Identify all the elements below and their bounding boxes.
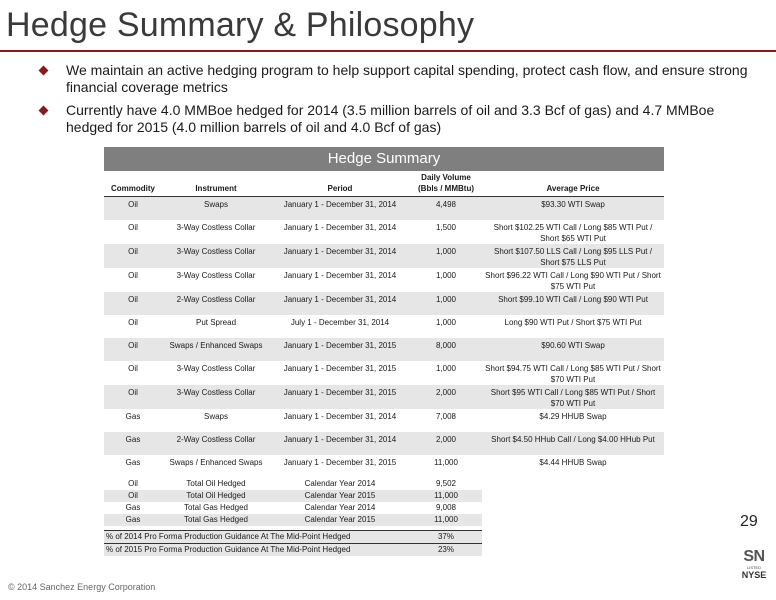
cell-volume: 1,500 (435, 223, 457, 232)
table-row (104, 244, 664, 268)
bullet-item (40, 102, 760, 136)
cell-volume: 8,000 (410, 338, 482, 361)
table-row (104, 315, 664, 338)
cell-commodity: Oil (128, 318, 138, 327)
table-row (104, 409, 664, 432)
cell-commodity: Oil (104, 244, 162, 268)
percent-label: % of 2014 Pro Forma Production Guidance At The Mid-Point Hedged (104, 531, 410, 544)
col-header-period: Period (270, 171, 410, 197)
table-row (104, 385, 664, 409)
table-header-row (104, 171, 664, 197)
cell-volume: 11,000 (434, 458, 458, 467)
title-divider (0, 50, 776, 52)
cell-instrument: Swaps (203, 412, 228, 421)
cell-empty (482, 531, 664, 544)
percent-value: 23% (410, 544, 482, 557)
cell-commodity: Gas (125, 503, 141, 512)
cell-period: Calendar Year 2014 (304, 503, 376, 512)
col-header-volume (410, 171, 482, 197)
cell-instrument: 3-Way Costless Collar (176, 223, 256, 232)
cell-volume: 1,000 (435, 271, 457, 280)
diamond-bullet-icon (39, 66, 49, 76)
percent-label: % of 2015 Pro Forma Production Guidance At The Mid-Point Hedged (104, 544, 410, 557)
bullet-text: Currently have 4.0 MMBoe hedged for 2014 (3.5 million barrels of oil and 3.3 Bcf of gas) and 4.7 MMBoe hedged for 2015 (4.0 million barrels of oil and 4.0 Bcf of gas) (66, 102, 715, 135)
table-row (104, 220, 664, 244)
diamond-bullet-icon (39, 106, 49, 116)
cell-volume: 2,000 (410, 432, 482, 455)
cell-volume: 7,008 (435, 412, 457, 421)
cell-instrument: Swaps / Enhanced Swaps (169, 458, 263, 467)
percent-row (104, 544, 664, 557)
table-row (104, 361, 664, 385)
cell-commodity: Oil (104, 197, 162, 221)
logo-sn: SN (743, 548, 765, 565)
total-row (104, 490, 664, 502)
cell-price: Short $94.75 WTI Call / Long $85 WTI Put / Short $70 WTI Put (485, 364, 661, 384)
col-header-instrument: Instrument (162, 171, 270, 197)
sn-nyse-logo (738, 549, 770, 580)
cell-period: January 1 - December 31, 2014 (270, 292, 410, 315)
cell-period: January 1 - December 31, 2014 (270, 197, 410, 221)
cell-commodity: Gas (104, 514, 162, 526)
percent-value: 37% (410, 531, 482, 544)
page-title: Hedge Summary & Philosophy (6, 6, 475, 44)
cell-commodity: Oil (104, 385, 162, 409)
cell-volume: 11,000 (410, 490, 482, 502)
col-header-price: Average Price (482, 171, 664, 197)
cell-volume: 9,008 (435, 503, 457, 512)
cell-empty (482, 502, 664, 514)
cell-period: January 1 - December 31, 2014 (270, 244, 410, 268)
cell-price: Short $4.50 HHub Call / Long $4.00 HHub Put (482, 432, 664, 455)
cell-instrument: Total Gas Hedged (183, 503, 249, 512)
table-row (104, 197, 664, 221)
table-row (104, 292, 664, 315)
cell-period: January 1 - December 31, 2015 (270, 338, 410, 361)
cell-empty (482, 490, 664, 502)
cell-period: January 1 - December 31, 2015 (270, 385, 410, 409)
cell-commodity: Oil (128, 479, 138, 488)
cell-empty (482, 544, 664, 557)
cell-price: Short $107.50 LLS Call / Long $95 LLS Put / Short $75 LLS Put (482, 244, 664, 268)
cell-price: Short $102.25 WTI Call / Long $85 WTI Put / Short $65 WTI Put (493, 223, 653, 243)
cell-commodity: Oil (128, 364, 138, 373)
total-row (104, 514, 664, 526)
cell-period: Calendar Year 2015 (270, 514, 410, 526)
cell-instrument: 3-Way Costless Collar (162, 385, 270, 409)
col-header-volume-line1: Daily Volume (421, 173, 471, 182)
cell-empty (482, 514, 664, 526)
cell-instrument: Swaps / Enhanced Swaps (162, 338, 270, 361)
cell-volume: 4,498 (410, 197, 482, 221)
table-row (104, 432, 664, 455)
cell-period: January 1 - December 31, 2014 (283, 412, 397, 421)
cell-instrument: Put Spread (195, 318, 237, 327)
cell-volume: 1,000 (410, 244, 482, 268)
table-row (104, 338, 664, 361)
cell-instrument: Swaps (162, 197, 270, 221)
bullet-text: We maintain an active hedging program to help support capital spending, protect cash flow, and ensure strong financial coverage metrics (66, 62, 748, 95)
cell-volume: 1,000 (435, 364, 457, 373)
cell-period: July 1 - December 31, 2014 (290, 318, 390, 327)
cell-price: $4.29 HHUB Swap (539, 412, 607, 421)
cell-instrument: Total Oil Hedged (162, 490, 270, 502)
cell-volume: 9,502 (435, 479, 457, 488)
cell-period: January 1 - December 31, 2014 (283, 271, 397, 280)
cell-instrument: 2-Way Costless Collar (162, 432, 270, 455)
table-row (104, 268, 664, 292)
copyright-text: © 2014 Sanchez Energy Corporation (8, 582, 156, 592)
cell-instrument: Total Gas Hedged (162, 514, 270, 526)
cell-price: $4.44 HHUB Swap (539, 458, 607, 467)
logo-listed: LISTED (746, 565, 761, 570)
cell-volume: 11,000 (410, 514, 482, 526)
cell-instrument: 3-Way Costless Collar (162, 244, 270, 268)
percent-row (104, 531, 664, 544)
bullet-item (40, 62, 760, 96)
cell-instrument: 2-Way Costless Collar (162, 292, 270, 315)
hedge-table-body (104, 197, 664, 557)
cell-price: $93.30 WTI Swap (482, 197, 664, 221)
cell-commodity: Gas (125, 412, 141, 421)
total-row (104, 478, 664, 490)
cell-price: Short $95 WTI Call / Long $85 WTI Put / Short $70 WTI Put (482, 385, 664, 409)
cell-period: Calendar Year 2015 (270, 490, 410, 502)
cell-commodity: Oil (128, 271, 138, 280)
cell-volume: 2,000 (410, 385, 482, 409)
cell-price: $90.60 WTI Swap (482, 338, 664, 361)
total-row (104, 502, 664, 514)
hedge-summary-table (104, 171, 664, 556)
cell-volume: 1,000 (435, 318, 457, 327)
cell-instrument: 3-Way Costless Collar (176, 271, 256, 280)
cell-price: Long $90 WTI Put / Short $75 WTI Put (504, 318, 642, 327)
cell-period: January 1 - December 31, 2015 (283, 458, 397, 467)
page-number: 29 (740, 513, 758, 530)
cell-volume: 1,000 (410, 292, 482, 315)
cell-instrument: 3-Way Costless Collar (176, 364, 256, 373)
cell-commodity: Gas (104, 432, 162, 455)
table-row (104, 455, 664, 478)
cell-commodity: Gas (125, 458, 141, 467)
cell-commodity: Oil (128, 223, 138, 232)
cell-commodity: Oil (104, 338, 162, 361)
col-header-commodity: Commodity (104, 171, 162, 197)
col-header-volume-line2: (Bbls / MMBtu) (418, 184, 474, 193)
cell-period: January 1 - December 31, 2015 (283, 364, 397, 373)
cell-commodity: Oil (104, 292, 162, 315)
cell-period: Calendar Year 2014 (304, 479, 376, 488)
bullet-list (40, 62, 760, 142)
cell-period: January 1 - December 31, 2014 (270, 432, 410, 455)
cell-price: Short $96.22 WTI Call / Long $90 WTI Put / Short $75 WTI Put (485, 271, 661, 291)
cell-period: January 1 - December 31, 2014 (283, 223, 397, 232)
cell-price: Short $99.10 WTI Call / Long $90 WTI Put (482, 292, 664, 315)
logo-nyse: NYSE (741, 570, 767, 580)
hedge-summary-banner: Hedge Summary (104, 147, 664, 171)
cell-empty (482, 478, 664, 490)
cell-commodity: Oil (104, 490, 162, 502)
cell-instrument: Total Oil Hedged (186, 479, 246, 488)
